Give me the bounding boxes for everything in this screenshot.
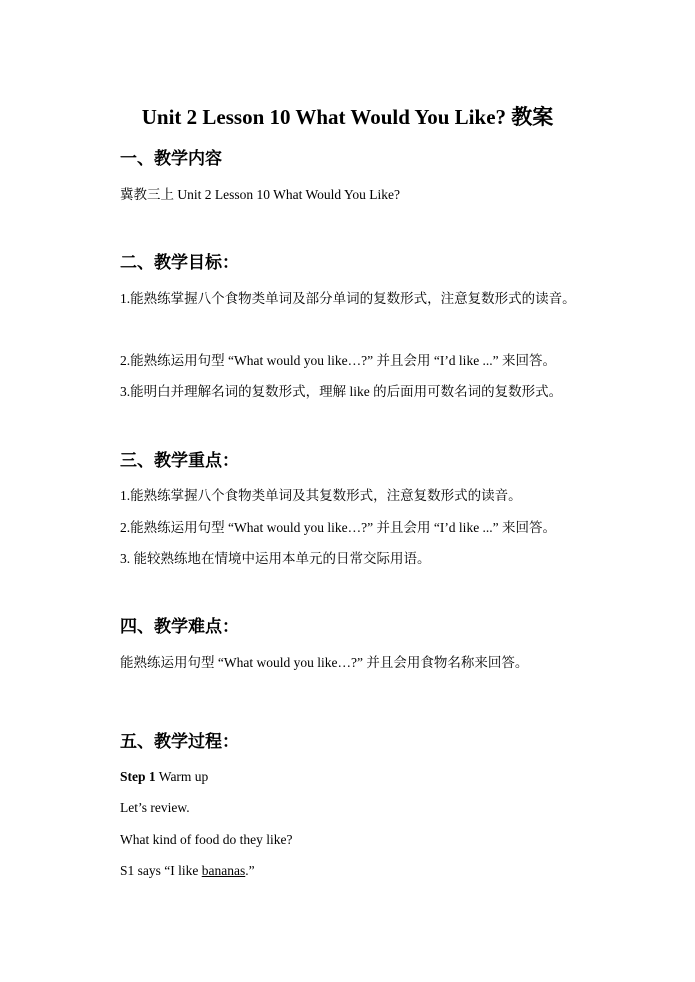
section-content-line: 冀教三上 Unit 2 Lesson 10 What Would You Like? bbox=[120, 187, 401, 202]
step-1-line bbox=[120, 768, 208, 786]
objective-line-2: 2.能熟练运用句型 “What would you like…?” 并且会用 “I’d like ...” 来回答。 bbox=[120, 353, 557, 368]
section-heading-objectives: 二、教学目标： bbox=[120, 253, 239, 273]
step-label: Step 1 bbox=[120, 769, 156, 784]
process-line-s1 bbox=[120, 862, 255, 880]
s1-prefix: S1 says “I like bbox=[120, 863, 202, 878]
objective-line-1: 1.能熟练掌握八个食物类单词及部分单词的复数形式，注意复数形式的读音。 bbox=[120, 291, 576, 306]
section-heading-content: 一、教学内容 bbox=[120, 149, 222, 169]
difficulty-line: 能熟练运用句型 “What would you like…?” 并且会用食物名称来回答。 bbox=[120, 655, 529, 670]
step-title: Warm up bbox=[158, 769, 209, 784]
section-heading-key-points: 三、教学重点： bbox=[120, 451, 239, 471]
objective-line-3: 3.能明白并理解名词的复数形式，理解 like 的后面用可数名词的复数形式。 bbox=[120, 384, 563, 399]
document-title: Unit 2 Lesson 10 What Would You Like? 教案 bbox=[141, 105, 554, 129]
key-point-line-1: 1.能熟练掌握八个食物类单词及其复数形式，注意复数形式的读音。 bbox=[120, 488, 522, 503]
s1-suffix: .” bbox=[245, 863, 255, 878]
s1-underlined-word: bananas bbox=[201, 863, 246, 878]
section-heading-process: 五、教学过程： bbox=[120, 732, 239, 752]
key-point-line-3: 3. 能较熟练地在情境中运用本单元的日常交际用语。 bbox=[120, 551, 431, 566]
key-point-line-2: 2.能熟练运用句型 “What would you like…?” 并且会用 “I’d like ...” 来回答。 bbox=[120, 520, 557, 535]
process-line-review: Let’s review. bbox=[120, 800, 190, 815]
section-heading-difficulties: 四、教学难点： bbox=[120, 617, 239, 637]
process-line-question: What kind of food do they like? bbox=[120, 832, 293, 847]
